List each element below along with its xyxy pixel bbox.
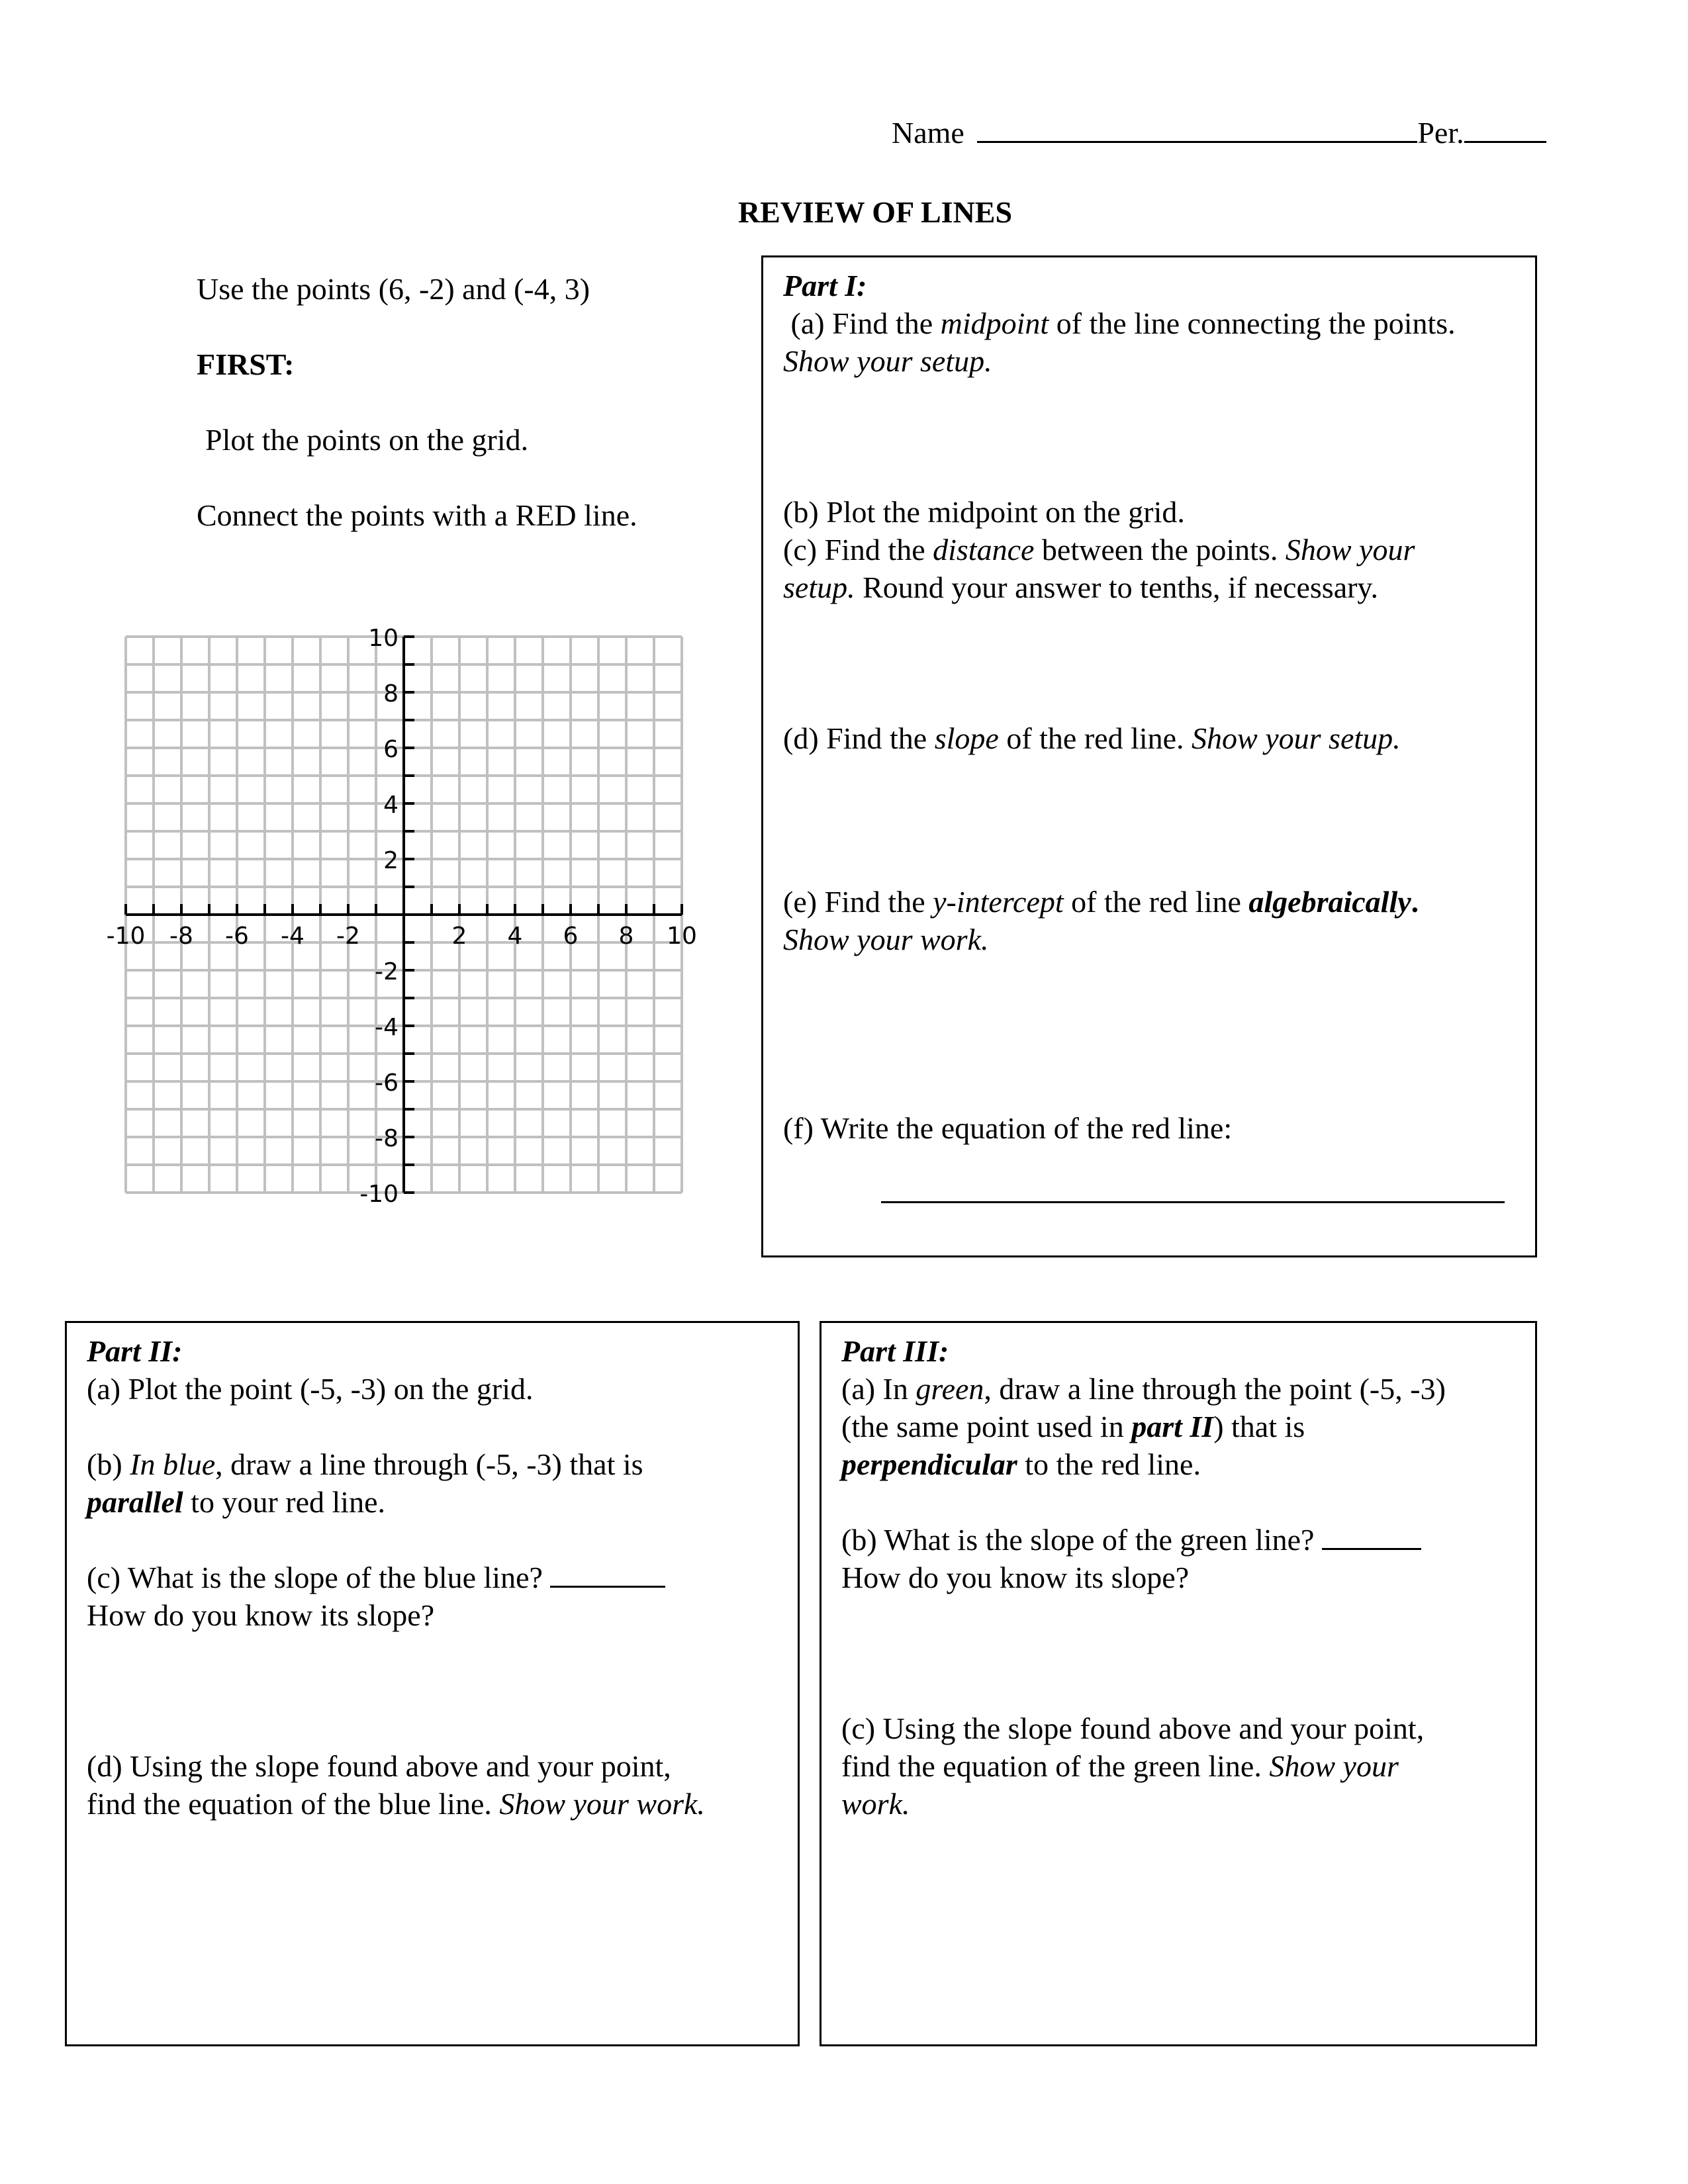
name-label: Name bbox=[892, 116, 964, 150]
coordinate-grid[interactable] bbox=[99, 615, 715, 1211]
x-tick-label: -8 bbox=[169, 923, 193, 950]
x-tick-label: -2 bbox=[336, 923, 360, 950]
y-tick-label: -8 bbox=[375, 1125, 399, 1152]
equation-answer-blank[interactable] bbox=[881, 1201, 1505, 1203]
name-field[interactable] bbox=[892, 114, 1546, 152]
plot-instruction: Plot the points on the grid. bbox=[205, 423, 529, 457]
y-tick-label: 10 bbox=[368, 625, 399, 652]
part-2-heading: Part II: bbox=[87, 1334, 183, 1368]
x-tick-label: -10 bbox=[106, 923, 146, 950]
part-1-question-a: (a) Find the midpoint of the line connecting the points. Show your setup. bbox=[783, 306, 1456, 378]
part-1-question-d: (d) Find the slope of the red line. Show your setup. bbox=[783, 721, 1401, 755]
part-2-question-d: (d) Using the slope found above and your point, find the equation of the blue line. Show your work. bbox=[87, 1749, 705, 1821]
part-1-question-e: (e) Find the y-intercept of the red line algebraically. Show your work. bbox=[783, 885, 1419, 956]
points-instruction: Use the points (6, -2) and (-4, 3) bbox=[197, 272, 590, 306]
green-slope-blank[interactable] bbox=[1322, 1523, 1421, 1550]
x-tick-label: 10 bbox=[667, 923, 697, 950]
part-1-box bbox=[761, 255, 1537, 1257]
y-tick-label: -6 bbox=[375, 1069, 399, 1097]
x-tick-label: 2 bbox=[451, 923, 467, 950]
part-1-question-b: (b) Plot the midpoint on the grid. bbox=[783, 495, 1185, 529]
part-2-box bbox=[65, 1321, 800, 2046]
part-2-question-a: (a) Plot the point (-5, -3) on the grid. bbox=[87, 1372, 534, 1406]
blue-slope-blank[interactable] bbox=[550, 1561, 665, 1588]
y-tick-label: 8 bbox=[383, 680, 399, 707]
part-3-heading: Part III: bbox=[841, 1334, 949, 1368]
x-tick-label: -6 bbox=[225, 923, 249, 950]
name-blank[interactable] bbox=[977, 114, 1417, 143]
part-3-box bbox=[820, 1321, 1537, 2046]
part-1-question-c: (c) Find the distance between the points. Show your setup. Round your answer to tenths, if necessary. bbox=[783, 533, 1415, 604]
y-tick-label: 4 bbox=[383, 792, 399, 819]
y-tick-label: 6 bbox=[383, 736, 399, 763]
period-blank[interactable] bbox=[1464, 114, 1546, 143]
part-2-question-b: (b) In blue, draw a line through (-5, -3) that is parallel to your red line. bbox=[87, 1447, 643, 1519]
part-2-question-c: (c) What is the slope of the blue line? How do you know its slope? bbox=[87, 1559, 784, 1634]
part-3-question-b: (b) What is the slope of the green line? How do you know its slope? bbox=[841, 1521, 1522, 1596]
page-title: REVIEW OF LINES bbox=[737, 195, 1013, 229]
period-label: Per. bbox=[1417, 116, 1464, 150]
x-tick-label: -4 bbox=[281, 923, 305, 950]
x-tick-label: 6 bbox=[563, 923, 579, 950]
y-tick-label: -2 bbox=[375, 958, 399, 985]
y-tick-label: 2 bbox=[383, 847, 399, 874]
part-1-question-f: (f) Write the equation of the red line: bbox=[783, 1111, 1233, 1145]
part-3-question-a: (a) In green, draw a line through the point (-5, -3) (the same point used in part II) that is perpendicular to the red line. bbox=[841, 1372, 1446, 1481]
x-tick-label: 8 bbox=[618, 923, 634, 950]
first-label: FIRST: bbox=[197, 347, 295, 381]
connect-instruction: Connect the points with a RED line. bbox=[197, 498, 637, 532]
part-3-question-c: (c) Using the slope found above and your point, find the equation of the green line. Show your work. bbox=[841, 1711, 1425, 1821]
part-1-heading: Part I: bbox=[783, 269, 867, 302]
y-tick-label: -4 bbox=[375, 1014, 399, 1041]
y-tick-label: -10 bbox=[359, 1181, 399, 1208]
x-tick-label: 4 bbox=[507, 923, 523, 950]
